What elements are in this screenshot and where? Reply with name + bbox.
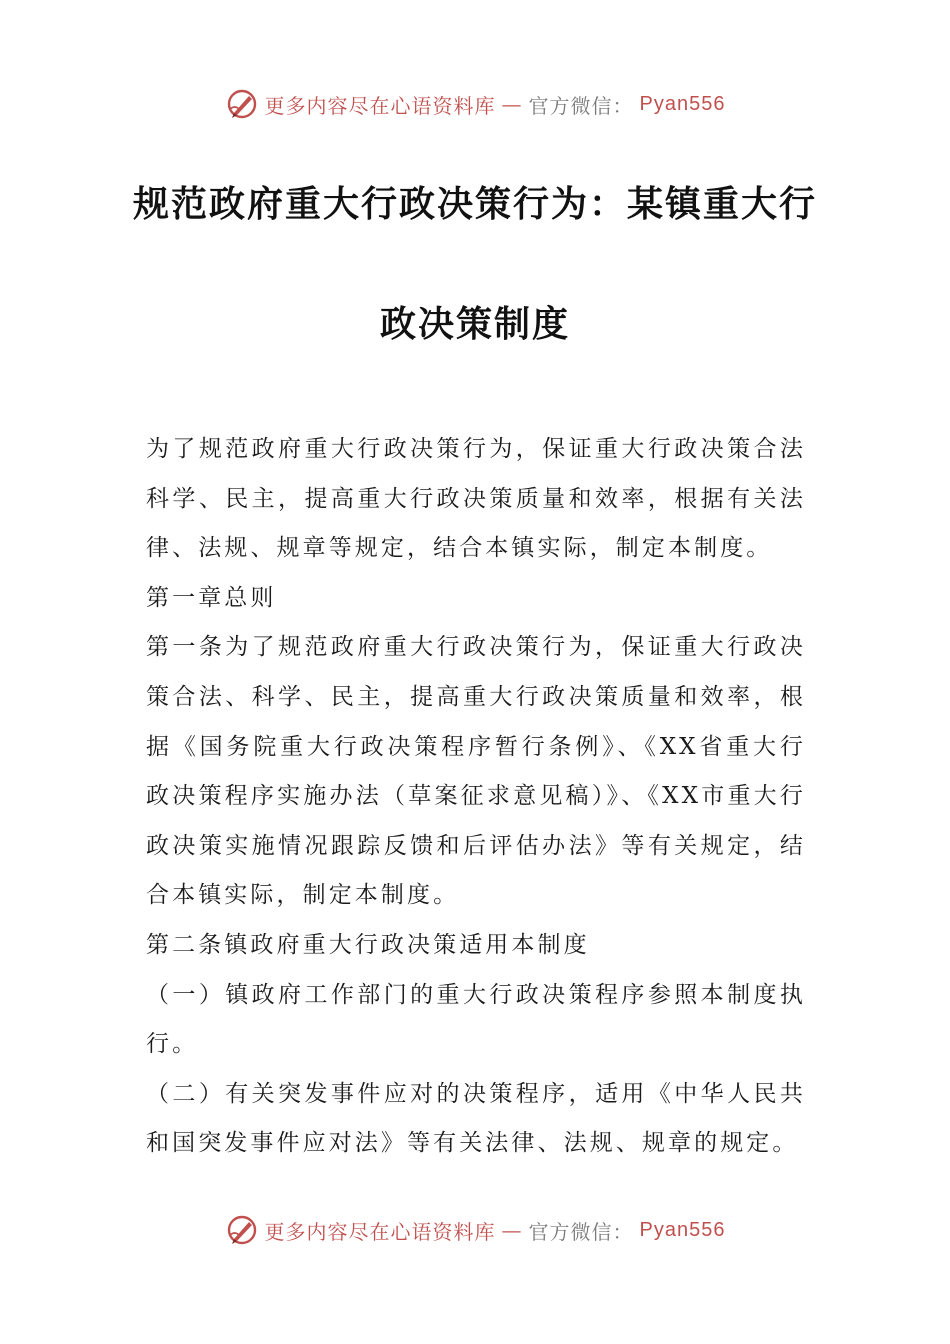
banner-sub-text: 官方微信： [528,1219,634,1244]
banner-main-text: 更多内容尽在心语资料库 [264,1219,496,1244]
document-title-line-2: 政决策制度 [379,304,570,345]
pen-logo-icon [225,87,259,121]
article-2-paragraph: 第二条镇政府重大行政决策适用本制度 [146,931,590,958]
banner-wechat-id: Pyan556 [639,92,726,115]
banner-wechat-id: Pyan556 [639,1218,726,1241]
article-2-item-2: （二）有关突发事件应对的决策程序，适用《中华人民共和国突发事件应对法》等有关法律、法规、规章的规定。 [146,1080,806,1157]
banner-sub-text: 官方微信： [528,93,634,118]
banner-dash: — [501,1218,523,1242]
banner-main-text: 更多内容尽在心语资料库 [264,93,496,118]
header-watermark-banner [0,84,950,124]
document-title-line-1: 规范政府重大行政决策行为：某镇重大行 [132,184,817,225]
banner-dash: — [501,92,523,116]
chapter-heading: 第一章总则 [146,584,277,611]
pen-logo-icon [225,1213,259,1247]
intro-paragraph: 为了规范政府重大行政决策行为，保证重大行政决策合法科学、民主，提高重大行政决策质量和效率，根据有关法律、法规、规章等规定，结合本镇实际，制定本制度。 [146,436,806,562]
article-2-item-1: （一）镇政府工作部门的重大行政决策程序参照本制度执行。 [146,981,806,1058]
footer-watermark-banner [0,1210,950,1250]
article-1-paragraph: 第一条为了规范政府重大行政决策行为，保证重大行政决策合法、科学、民主，提高重大行政决策质量和效率，根据《国务院重大行政决策程序暂行条例》、《XX省重大行政决策程序实施办法（草案征求意见稿）》、《XX市重大行政决策实施情况跟踪反馈和后评估办法》等有关规定，结合本镇实际，制定本制度。 [146,634,806,909]
document-body [146,425,806,1169]
